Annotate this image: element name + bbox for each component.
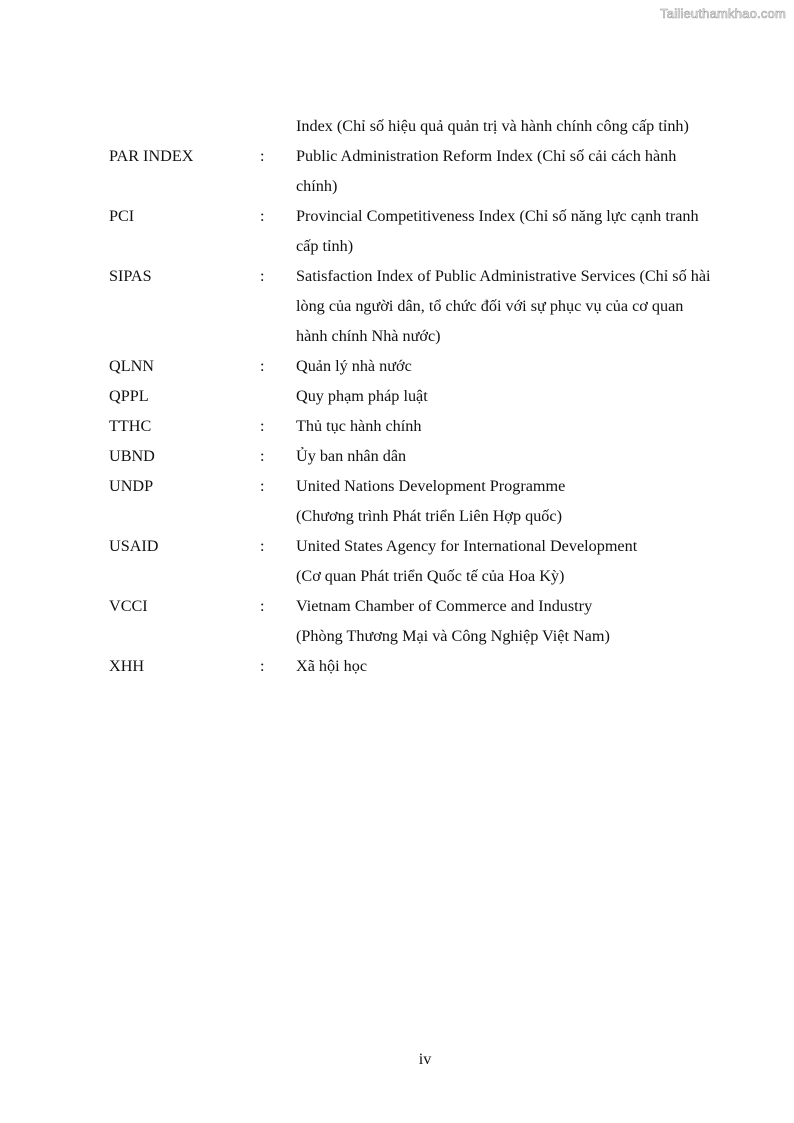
abbreviation-entry	[0, 651, 794, 681]
abbreviation-definition	[296, 201, 748, 261]
definition-line: Public Administration Reform Index (Chỉ số cải cách hành	[296, 147, 677, 165]
separator-colon: :	[260, 477, 265, 495]
abbreviation-entry	[0, 591, 794, 651]
abbreviation-list	[0, 111, 794, 681]
abbreviation-term: SIPAS	[109, 267, 152, 285]
abbreviation-term: QLNN	[109, 357, 154, 375]
definition-line: lòng của người dân, tổ chức đối với sự phục vụ của cơ quan	[296, 297, 684, 315]
definition-line: Quy phạm pháp luật	[296, 387, 428, 405]
abbreviation-term: PCI	[109, 207, 135, 225]
abbreviation-term: UBND	[109, 447, 155, 465]
abbreviation-definition	[296, 591, 748, 651]
abbreviation-term: QPPL	[109, 387, 149, 405]
abbreviation-entry	[0, 381, 794, 411]
abbreviation-definition	[296, 111, 748, 141]
page-number: iv	[418, 1050, 432, 1068]
definition-line: Xã hội học	[296, 657, 368, 675]
abbreviation-term: XHH	[109, 657, 145, 675]
abbreviation-definition	[296, 441, 748, 471]
abbreviation-entry	[0, 261, 794, 351]
abbreviation-entry	[0, 111, 794, 141]
watermark-text: Tailieuthamkhao.com	[660, 6, 786, 21]
definition-line: United Nations Development Programme	[296, 477, 566, 495]
definition-line: chính)	[296, 177, 338, 195]
abbreviation-entry	[0, 351, 794, 381]
abbreviation-definition	[296, 651, 748, 681]
separator-colon: :	[260, 657, 265, 675]
separator-colon: :	[260, 537, 265, 555]
abbreviation-definition	[296, 381, 748, 411]
separator-colon: :	[260, 147, 265, 165]
definition-line: Satisfaction Index of Public Administrative Services (Chỉ số hài	[296, 267, 711, 285]
abbreviation-term: PAR INDEX	[109, 147, 194, 165]
definition-line: Index (Chỉ số hiệu quả quản trị và hành chính công cấp tỉnh)	[296, 117, 689, 135]
abbreviation-definition	[296, 471, 748, 531]
definition-line: cấp tỉnh)	[296, 237, 354, 255]
abbreviation-entry	[0, 471, 794, 531]
separator-colon: :	[260, 207, 265, 225]
abbreviation-entry	[0, 441, 794, 471]
abbreviation-definition	[296, 351, 748, 381]
abbreviation-term: VCCI	[109, 597, 148, 615]
definition-line: (Chương trình Phát triển Liên Hợp quốc)	[296, 507, 562, 525]
abbreviation-entry	[0, 201, 794, 261]
abbreviation-term: TTHC	[109, 417, 152, 435]
definition-line: (Cơ quan Phát triển Quốc tế của Hoa Kỳ)	[296, 567, 565, 585]
definition-line: Vietnam Chamber of Commerce and Industry	[296, 597, 593, 615]
definition-line: Ủy ban nhân dân	[296, 447, 407, 465]
abbreviation-entry	[0, 531, 794, 591]
separator-colon: :	[260, 267, 265, 285]
abbreviation-entry	[0, 411, 794, 441]
abbreviation-definition	[296, 411, 748, 441]
abbreviation-definition	[296, 531, 748, 591]
definition-line: United States Agency for International Development	[296, 537, 638, 555]
abbreviation-definition	[296, 261, 748, 351]
separator-colon: :	[260, 447, 265, 465]
definition-line: hành chính Nhà nước)	[296, 327, 441, 345]
definition-line: Quản lý nhà nước	[296, 357, 412, 375]
abbreviation-term: UNDP	[109, 477, 154, 495]
definition-line: Provincial Competitiveness Index (Chỉ số năng lực cạnh tranh	[296, 207, 699, 225]
separator-colon: :	[260, 597, 265, 615]
definition-line: (Phòng Thương Mại và Công Nghiệp Việt Nam)	[296, 627, 610, 645]
separator-colon: :	[260, 357, 265, 375]
abbreviation-entry	[0, 141, 794, 201]
abbreviation-term: USAID	[109, 537, 159, 555]
abbreviation-definition	[296, 141, 748, 201]
separator-colon: :	[260, 417, 265, 435]
definition-line: Thủ tục hành chính	[296, 417, 422, 435]
